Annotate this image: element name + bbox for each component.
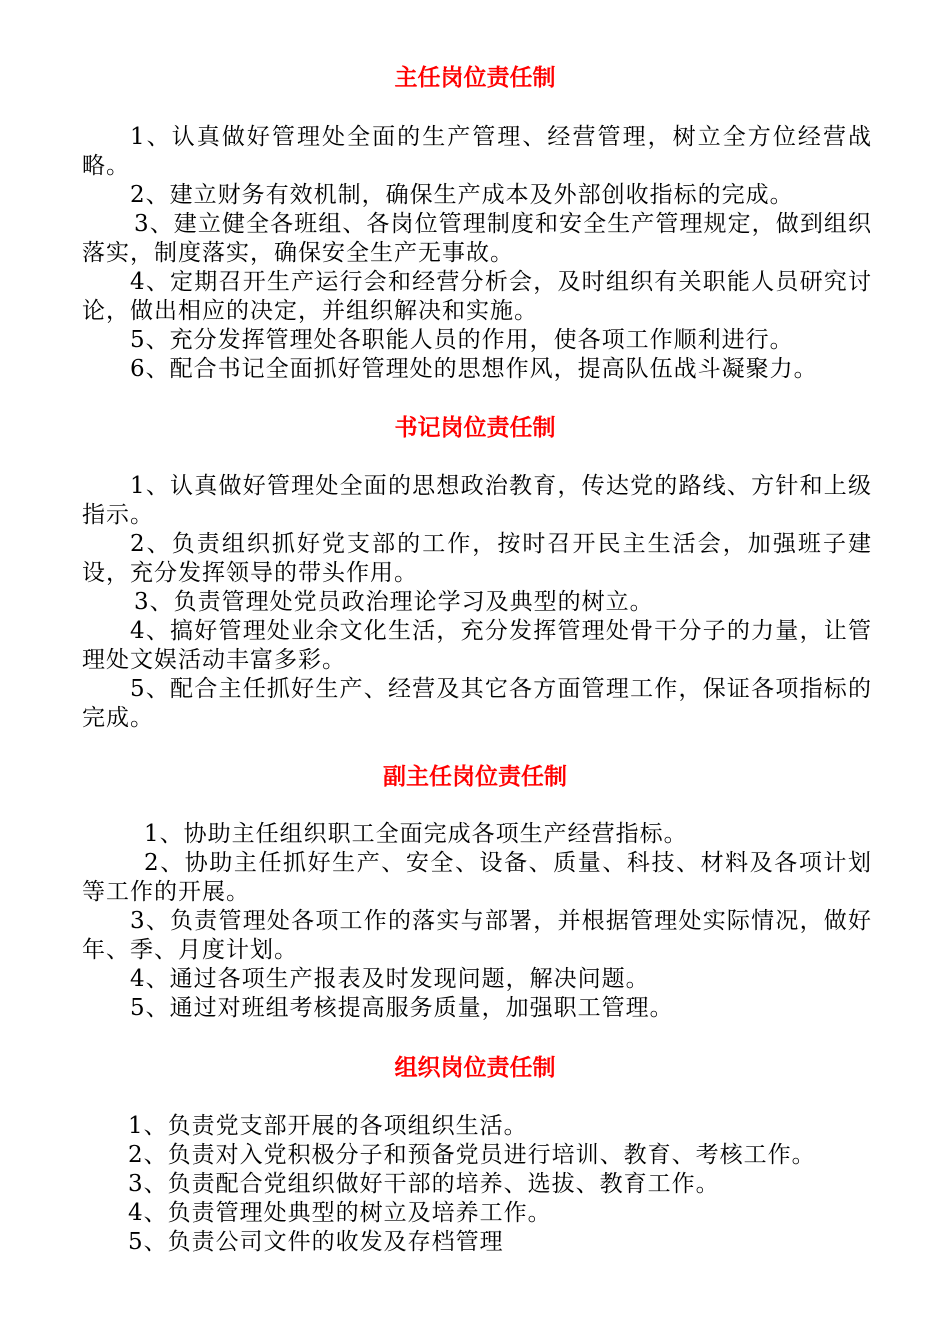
list-item: 5、配合主任抓好生产、经营及其它各方面管理工作，保证各项指标的完成。 [82, 676, 872, 731]
list-item: 3、负责配合党组织做好干部的培养、选拔、教育工作。 [128, 1171, 720, 1197]
section-title-deputy-director: 副主任岗位责任制 [383, 764, 567, 790]
list-item: 1、认真做好管理处全面的思想政治教育，传达党的路线、方针和上级指示。 [82, 473, 872, 528]
list-item: 1、负责党支部开展的各项组织生活。 [128, 1113, 528, 1139]
list-item: 2、协助主任抓好生产、安全、设备、质量、科技、材料及各项计划等工作的开展。 [82, 850, 872, 905]
list-item: 1、协助主任组织职工全面完成各项生产经营指标。 [144, 821, 688, 847]
list-item: 4、通过各项生产报表及时发现问题，解决问题。 [130, 966, 650, 992]
list-item: 4、搞好管理处业余文化生活，充分发挥管理处骨干分子的力量，让管理处文娱活动丰富多彩。 [82, 618, 872, 673]
list-item: 3、建立健全各班组、各岗位管理制度和安全生产管理规定，做到组织落实，制度落实，确保安全生产无事故。 [82, 211, 872, 266]
section-title-director: 主任岗位责任制 [394, 65, 556, 91]
list-item: 4、定期召开生产运行会和经营分析会，及时组织有关职能人员研究讨论，做出相应的决定，并组织解决和实施。 [82, 269, 872, 324]
list-item: 2、建立财务有效机制，确保生产成本及外部创收指标的完成。 [130, 182, 794, 208]
list-item: 5、负责公司文件的收发及存档管理 [128, 1229, 504, 1255]
list-item: 1、认真做好管理处全面的生产管理、经营管理，树立全方位经营战略。 [82, 124, 872, 179]
list-item: 6、配合书记全面抓好管理处的思想作风，提高队伍战斗凝聚力。 [130, 356, 818, 382]
list-item: 3、负责管理处各项工作的落实与部署，并根据管理处实际情况，做好年、季、月度计划。 [82, 908, 872, 963]
section-title-organization: 组织岗位责任制 [394, 1055, 556, 1081]
list-item: 3、负责管理处党员政治理论学习及典型的树立。 [134, 589, 654, 615]
list-item: 2、负责组织抓好党支部的工作，按时召开民主生活会，加强班子建设，充分发挥领导的带头作用。 [82, 531, 872, 586]
list-item: 4、负责管理处典型的树立及培养工作。 [128, 1200, 552, 1226]
list-item: 5、充分发挥管理处各职能人员的作用，使各项工作顺利进行。 [130, 327, 794, 353]
section-title-secretary: 书记岗位责任制 [394, 415, 556, 441]
list-item: 5、通过对班组考核提高服务质量，加强职工管理。 [130, 995, 674, 1021]
list-item: 2、负责对入党积极分子和预备党员进行培训、教育、考核工作。 [128, 1142, 816, 1168]
